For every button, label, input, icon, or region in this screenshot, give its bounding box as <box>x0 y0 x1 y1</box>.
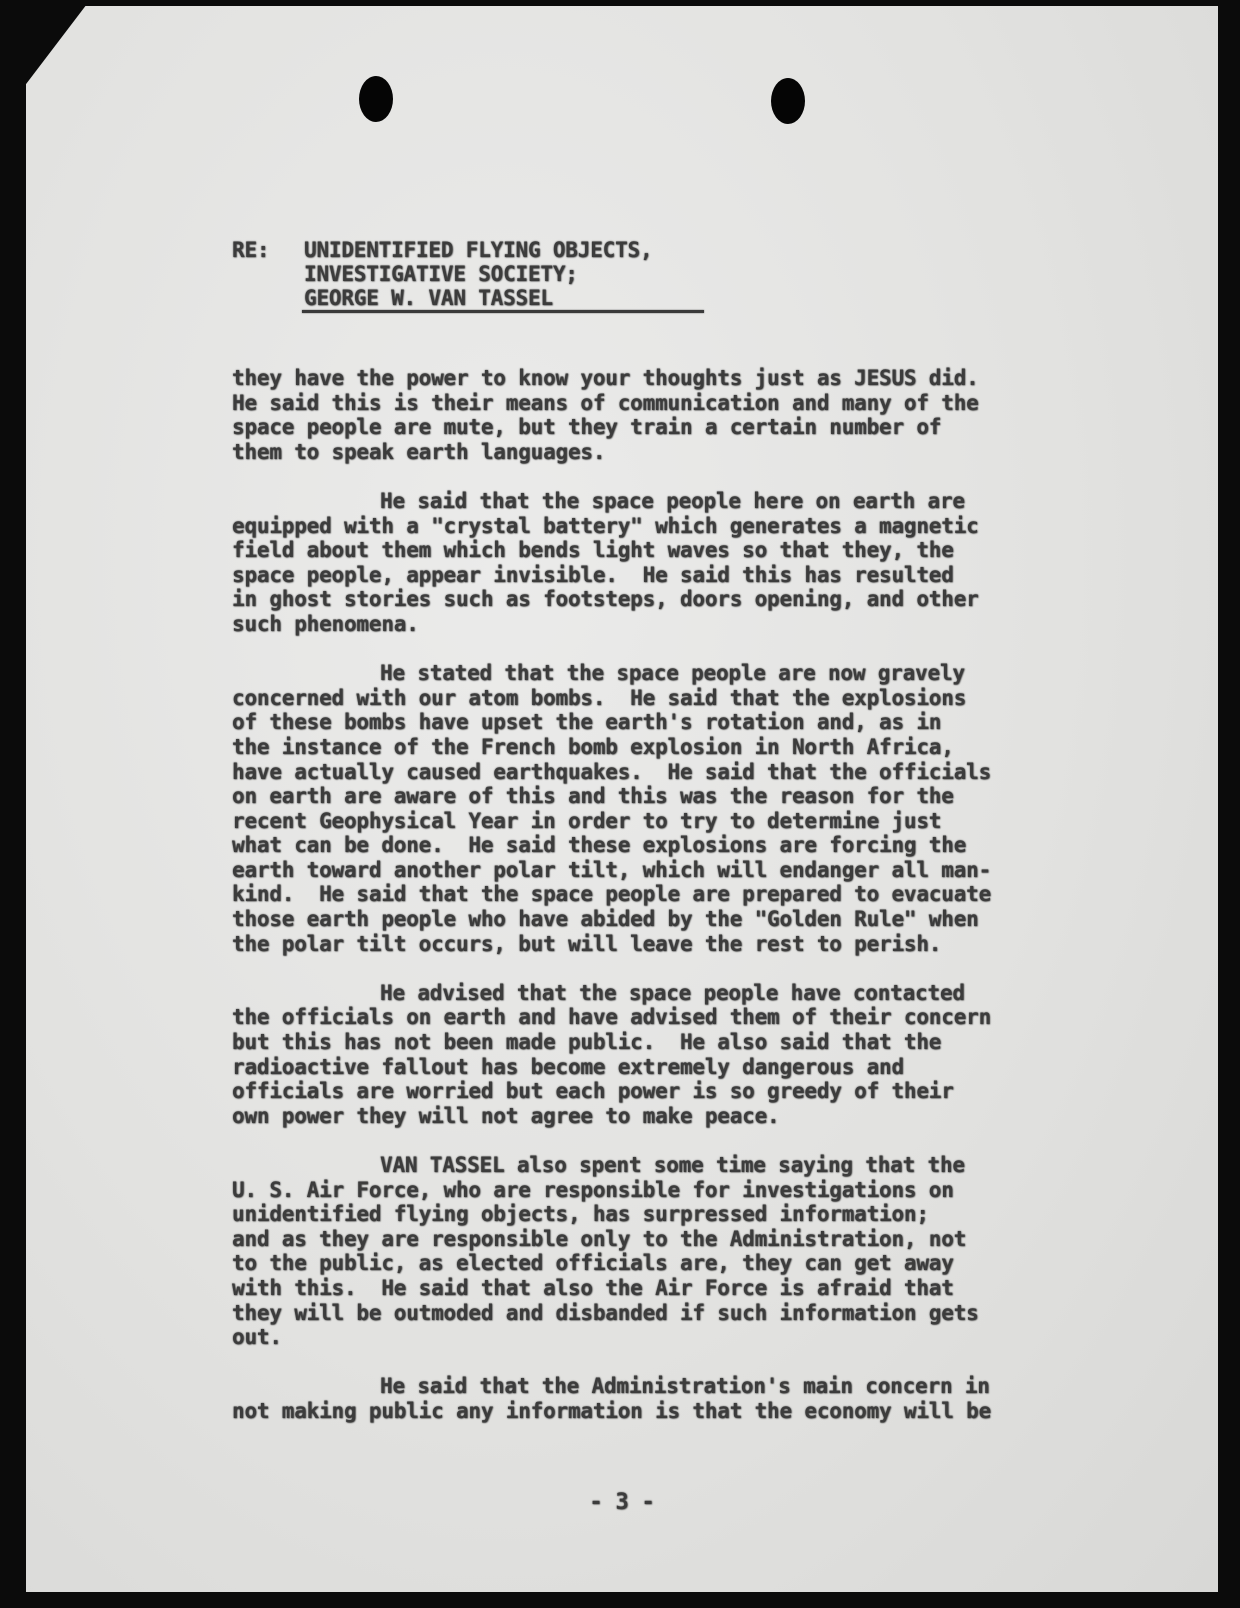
text-line: He advised that the space people have contacted <box>380 980 965 1005</box>
subject-block <box>232 238 652 310</box>
text-line: field about them which bends light waves so that they, the <box>232 538 954 563</box>
torn-corner <box>26 6 90 92</box>
paragraph-5 <box>232 1153 1132 1350</box>
paragraph-3 <box>232 661 1132 956</box>
text-line: He said this is their means of communication and many of the <box>232 390 979 415</box>
subject-underline <box>302 310 704 313</box>
text-line: kind. He said that the space people are prepared to evacuate <box>232 882 992 907</box>
text-line: of these bombs have upset the earth's rotation and, as in <box>232 710 942 735</box>
subject-line: INVESTIGATIVE SOCIETY; <box>304 262 578 286</box>
text-line: on earth are aware of this and this was the reason for the <box>232 784 954 809</box>
text-line: the officials on earth and have advised them of their concern <box>232 1005 992 1030</box>
subject-lines <box>304 238 652 310</box>
text-line: them to speak earth languages. <box>232 439 606 464</box>
text-line: to the public, as elected officials are, they can get away <box>232 1251 954 1276</box>
text-line: recent Geophysical Year in order to try to determine just <box>232 808 942 833</box>
subject-line: GEORGE W. VAN TASSEL <box>304 286 553 310</box>
text-line: officials are worried but each power is so greedy of their <box>232 1079 954 1104</box>
text-line: VAN TASSEL also spent some time saying that the <box>380 1153 965 1177</box>
text-line: they will be outmoded and disbanded if such information gets <box>232 1300 979 1325</box>
subject-label: RE: <box>232 238 270 262</box>
text-line: out. <box>232 1325 282 1350</box>
text-line: with this. He said that also the Air Force is afraid that <box>232 1275 954 1300</box>
text-line: in ghost stories such as footsteps, doors opening, and other <box>232 587 979 612</box>
text-line: He stated that the space people are now gravely <box>380 661 965 686</box>
text-line: own power they will not agree to make peace. <box>232 1103 780 1128</box>
text-line: what can be done. He said these explosions are forcing the <box>232 833 967 858</box>
page-number: - 3 - <box>589 1490 655 1515</box>
text-line: the polar tilt occurs, but will leave the rest to perish. <box>232 931 942 956</box>
text-line: space people, appear invisible. He said this has resulted <box>232 562 954 587</box>
text-line: have actually caused earthquakes. He said that the officials <box>232 759 992 784</box>
paragraph-6 <box>232 1374 1132 1423</box>
paragraph-2 <box>232 489 1132 637</box>
paragraph-1 <box>232 366 1132 464</box>
punch-hole-right <box>771 78 805 124</box>
text-line: the instance of the French bomb explosion in North Africa, <box>232 734 954 759</box>
text-line: space people are mute, but they train a certain number of <box>232 415 942 440</box>
text-line: earth toward another polar tilt, which will endanger all man- <box>232 857 992 882</box>
text-line: such phenomena. <box>232 611 419 636</box>
text-line: concerned with our atom bombs. He said that the explosions <box>232 685 967 710</box>
punch-hole-left <box>359 76 393 122</box>
document-page <box>26 6 1218 1592</box>
text-line: He said that the space people here on earth are <box>380 488 965 513</box>
text-line: U. S. Air Force, who are responsible for investigations on <box>232 1177 954 1202</box>
text-line: but this has not been made public. He also said that the <box>232 1030 942 1055</box>
body-text <box>232 366 1132 1448</box>
subject-line: UNIDENTIFIED FLYING OBJECTS, <box>304 238 653 262</box>
text-line: they have the power to know your thoughts just as JESUS did. <box>232 366 979 390</box>
text-line: not making public any information is that the economy will be <box>232 1398 992 1423</box>
text-line: and as they are responsible only to the Administration, not <box>232 1226 967 1251</box>
text-line: unidentified flying objects, has surpressed information; <box>232 1202 929 1227</box>
text-line: radioactive fallout has become extremely dangerous and <box>232 1054 904 1079</box>
text-line: He said that the Administration's main concern in <box>380 1374 990 1399</box>
text-line: equipped with a "crystal battery" which generates a magnetic <box>232 513 979 538</box>
text-line: those earth people who have abided by the "Golden Rule" when <box>232 907 979 932</box>
paragraph-4 <box>232 981 1132 1129</box>
